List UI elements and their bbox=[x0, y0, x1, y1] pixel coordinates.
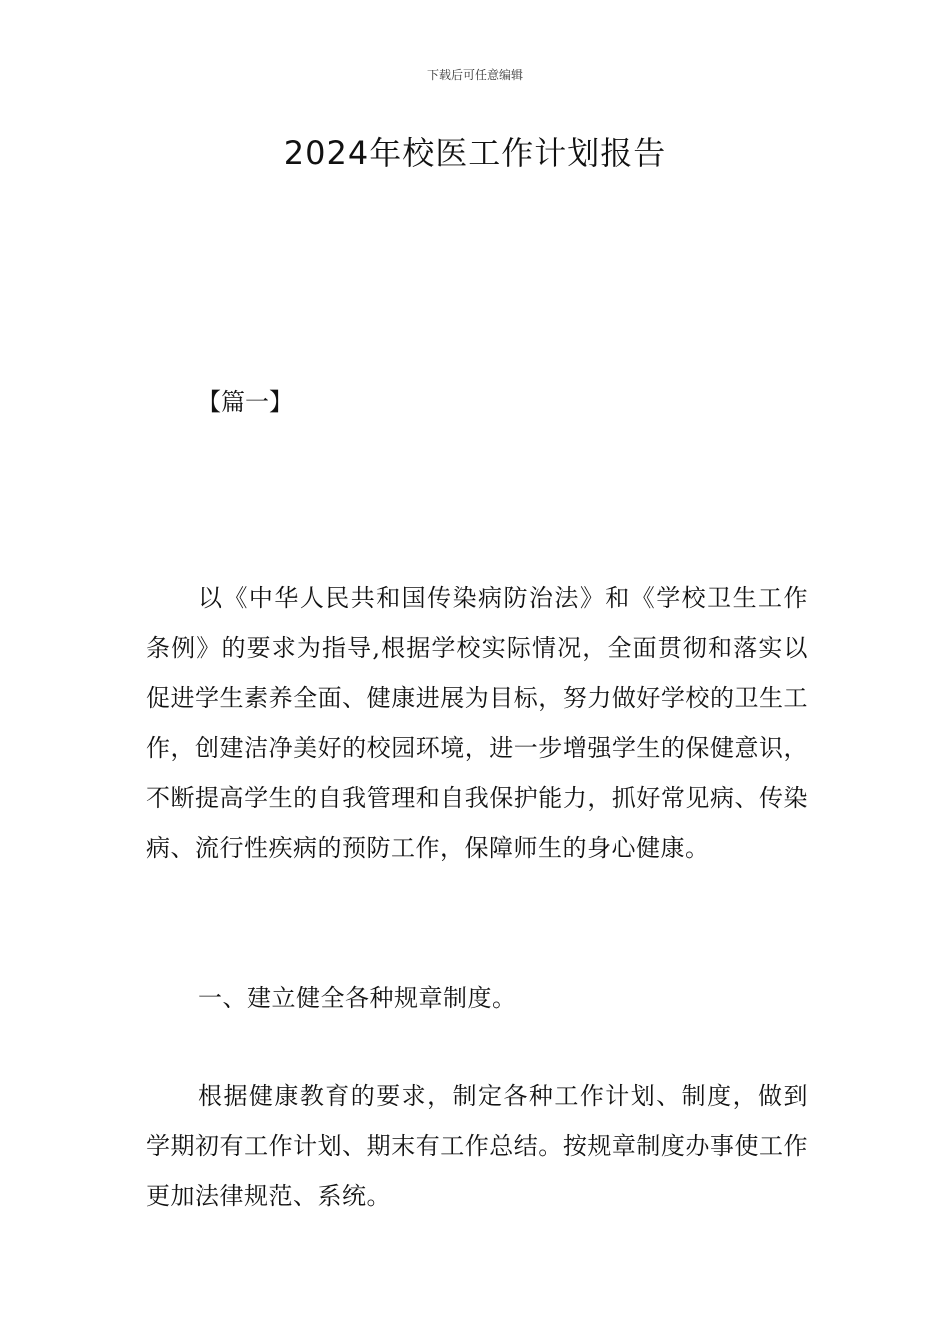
paragraph-intro: 以《中华人民共和国传染病防治法》和《学校卫生工作条例》的要求为指导,根据学校实际情况，全面贯彻和落实以促进学生素养全面、健康进展为目标，努力做好学校的卫生工作，创建洁净美好的校园环境，进一步增强学生的保健意识，不断提高学生的自我管理和自我保护能力，抓好常见病、传染病、流行性疾病的预防工作，保障师生的身心健康。 bbox=[146, 584, 808, 862]
paragraph-plans: 根据健康教育的要求，制定各种工作计划、制度，做到学期初有工作计划、期末有工作总结。按规章制度办事使工作更加法律规范、系统。 bbox=[146, 1082, 808, 1210]
header-note: 下载后可任意编辑 bbox=[426, 68, 523, 82]
section-label: 【篇一】 bbox=[197, 388, 293, 416]
paragraph-heading-rules: 一、建立健全各种规章制度。 bbox=[198, 984, 517, 1012]
document-title: 2024年校医工作计划报告 bbox=[283, 134, 667, 172]
